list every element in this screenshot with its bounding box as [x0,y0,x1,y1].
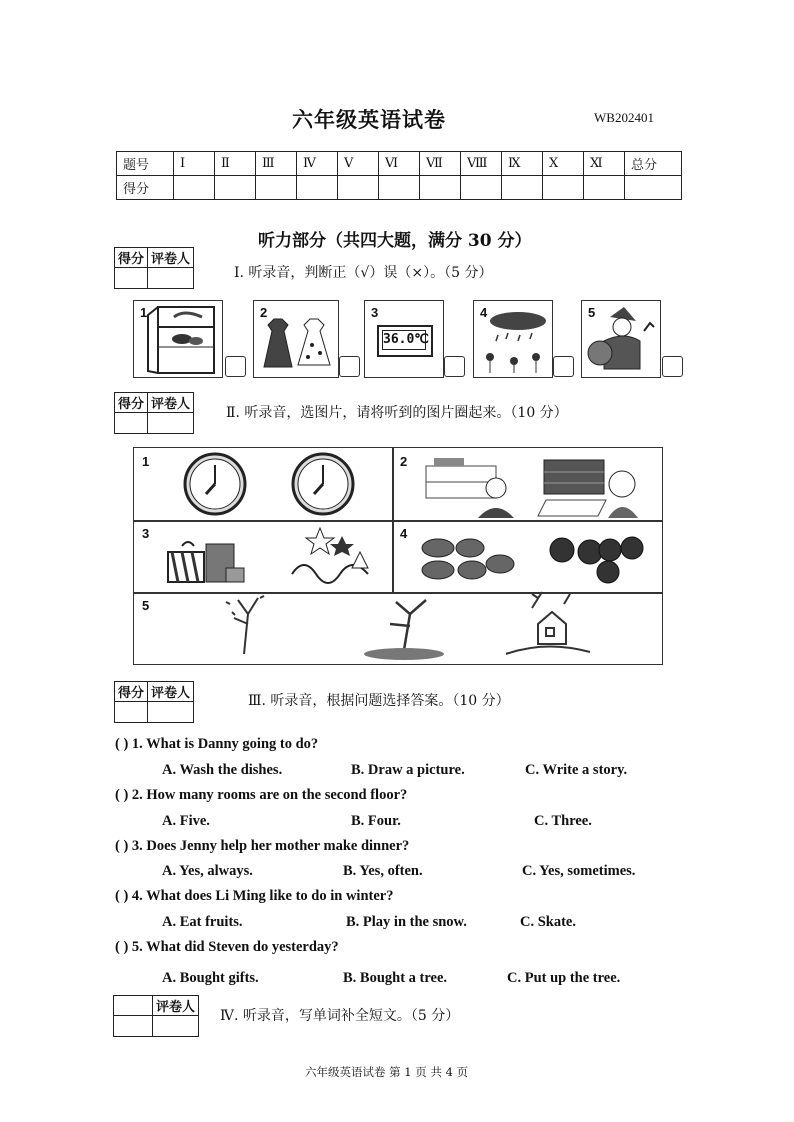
option-c: C. Put up the tree. [507,970,621,986]
score-cell[interactable] [543,176,584,200]
clock-icon [293,454,353,514]
question-3: ( ) 3. Does Jenny help her mother make dinner? [115,838,410,854]
picture-number: 3 [371,305,379,320]
score-table-col-total: 总分 [625,152,682,176]
thermometer-reading: 36.0℃ [382,330,426,350]
score-table-row-label: 题号 [117,152,174,176]
score-cell[interactable] [256,176,297,200]
picture-number: 2 [260,305,268,320]
score-table-col: Ⅱ [215,152,256,176]
exam-code: WB202401 [594,110,654,125]
score-table-col: Ⅲ [256,152,297,176]
part1-picture-rain [473,300,553,378]
grader-name-label: 评卷人 [148,248,194,268]
option-c: C. Write a story. [525,762,628,778]
score-cell[interactable] [297,176,338,200]
score-cell[interactable] [215,176,256,200]
part2-illustrations [134,448,662,664]
clock-icon [185,454,245,514]
part4-instruction: Ⅳ. 听录音，写单词补全短文。（5 分） [220,1008,460,1024]
grader-score-cell[interactable] [115,413,148,434]
grader-name-label: 评卷人 [153,996,199,1016]
option-c: C. Skate. [520,914,576,930]
grader-score-label: 得分 [115,248,148,268]
potato-icon [422,539,514,579]
part1-picture-thermometer [364,300,444,378]
grader-box [114,392,194,434]
score-cell[interactable] [625,176,682,200]
picture-number: 1 [142,454,150,469]
score-table-col: Ⅰ [174,152,215,176]
option-a: A. Eat fruits. [162,914,243,930]
answer-checkbox[interactable] [662,356,683,377]
score-cell[interactable] [502,176,543,200]
score-cell[interactable] [174,176,215,200]
question-1: ( ) 1. What is Danny going to do? [115,736,319,752]
score-table-col: Ⅴ [338,152,379,176]
question-2: ( ) 2. How many rooms are on the second floor? [115,787,408,803]
tree-icon [364,600,444,660]
score-cell[interactable] [420,176,461,200]
part2-instruction: Ⅱ. 听录音，选图片，请将听到的图片圈起来。（10 分） [226,405,568,421]
kitchen-icon [426,458,514,518]
answer-checkbox[interactable] [444,356,465,377]
grader-box [114,681,194,723]
part2-picture-grid [133,447,663,665]
library-icon [538,460,638,518]
score-cell[interactable] [379,176,420,200]
score-cell[interactable] [584,176,625,200]
picture-number: 4 [480,305,488,320]
question-4: ( ) 4. What does Li Ming like to do in winter? [115,888,394,904]
option-a: A. Bought gifts. [162,970,259,986]
score-table-col: Ⅳ [297,152,338,176]
tomato-icon [550,537,643,583]
question-5: ( ) 5. What did Steven do yesterday? [115,939,339,955]
option-c: C. Three. [534,813,592,829]
option-c: C. Yes, sometimes. [522,863,636,879]
exam-title: 六年级英语试卷 [292,107,446,132]
option-b: B. Play in the snow. [346,914,467,930]
answer-checkbox[interactable] [553,356,574,377]
picture-number: 4 [400,526,408,541]
grader-name-cell[interactable] [148,702,194,723]
option-a: A. Five. [162,813,210,829]
score-cell[interactable] [338,176,379,200]
option-b: B. Bought a tree. [343,970,448,986]
score-cell[interactable] [461,176,502,200]
option-a: A. Wash the dishes. [162,762,283,778]
grader-score-cell[interactable] [115,268,148,289]
gift-icon [168,542,244,582]
score-table-col: Ⅵ [379,152,420,176]
score-table-row-label: 得分 [117,176,174,200]
grader-box [113,995,199,1037]
part1-picture-santa [581,300,661,378]
decoration-icon [292,528,368,583]
score-table-col: Ⅹ [543,152,584,176]
option-b: B. Draw a picture. [351,762,465,778]
grader-score-label: 得分 [115,682,148,702]
part3-instruction: Ⅲ. 听录音，根据问题选择答案。（10 分） [248,693,510,709]
answer-checkbox[interactable] [225,356,246,377]
score-table-col: Ⅷ [461,152,502,176]
picture-number: 5 [588,305,596,320]
score-table [116,151,682,200]
option-b: B. Yes, often. [343,863,423,879]
picture-number: 5 [142,598,150,613]
grader-name-cell[interactable] [148,268,194,289]
grader-score-cell[interactable] [114,996,153,1016]
tree-icon [226,596,264,654]
grader-score-cell[interactable] [114,1016,153,1037]
grader-box [114,247,194,289]
option-b: B. Four. [351,813,401,829]
score-table-col: Ⅸ [502,152,543,176]
page-footer: 六年级英语试卷 第 1 页 共 4 页 [305,1065,469,1079]
grader-name-label: 评卷人 [148,393,194,413]
grader-name-cell[interactable] [153,1016,199,1037]
grader-score-label: 得分 [115,393,148,413]
picture-number: 1 [140,305,148,320]
part1-instruction: Ⅰ. 听录音，判断正（√）误（×）。（5 分） [234,265,493,281]
grader-score-cell[interactable] [115,702,148,723]
option-a: A. Yes, always. [162,863,253,879]
picture-number: 3 [142,526,150,541]
grader-name-label: 评卷人 [148,682,194,702]
part1-picture-fridge [133,300,223,378]
listening-heading: 听力部分（共四大题，满分 30 分） [258,231,532,251]
score-table-col: Ⅶ [420,152,461,176]
grader-name-cell[interactable] [148,413,194,434]
house-icon [506,592,590,654]
score-table-col: Ⅺ [584,152,625,176]
answer-checkbox[interactable] [339,356,360,377]
picture-number: 2 [400,454,408,469]
part1-picture-dresses [253,300,339,378]
